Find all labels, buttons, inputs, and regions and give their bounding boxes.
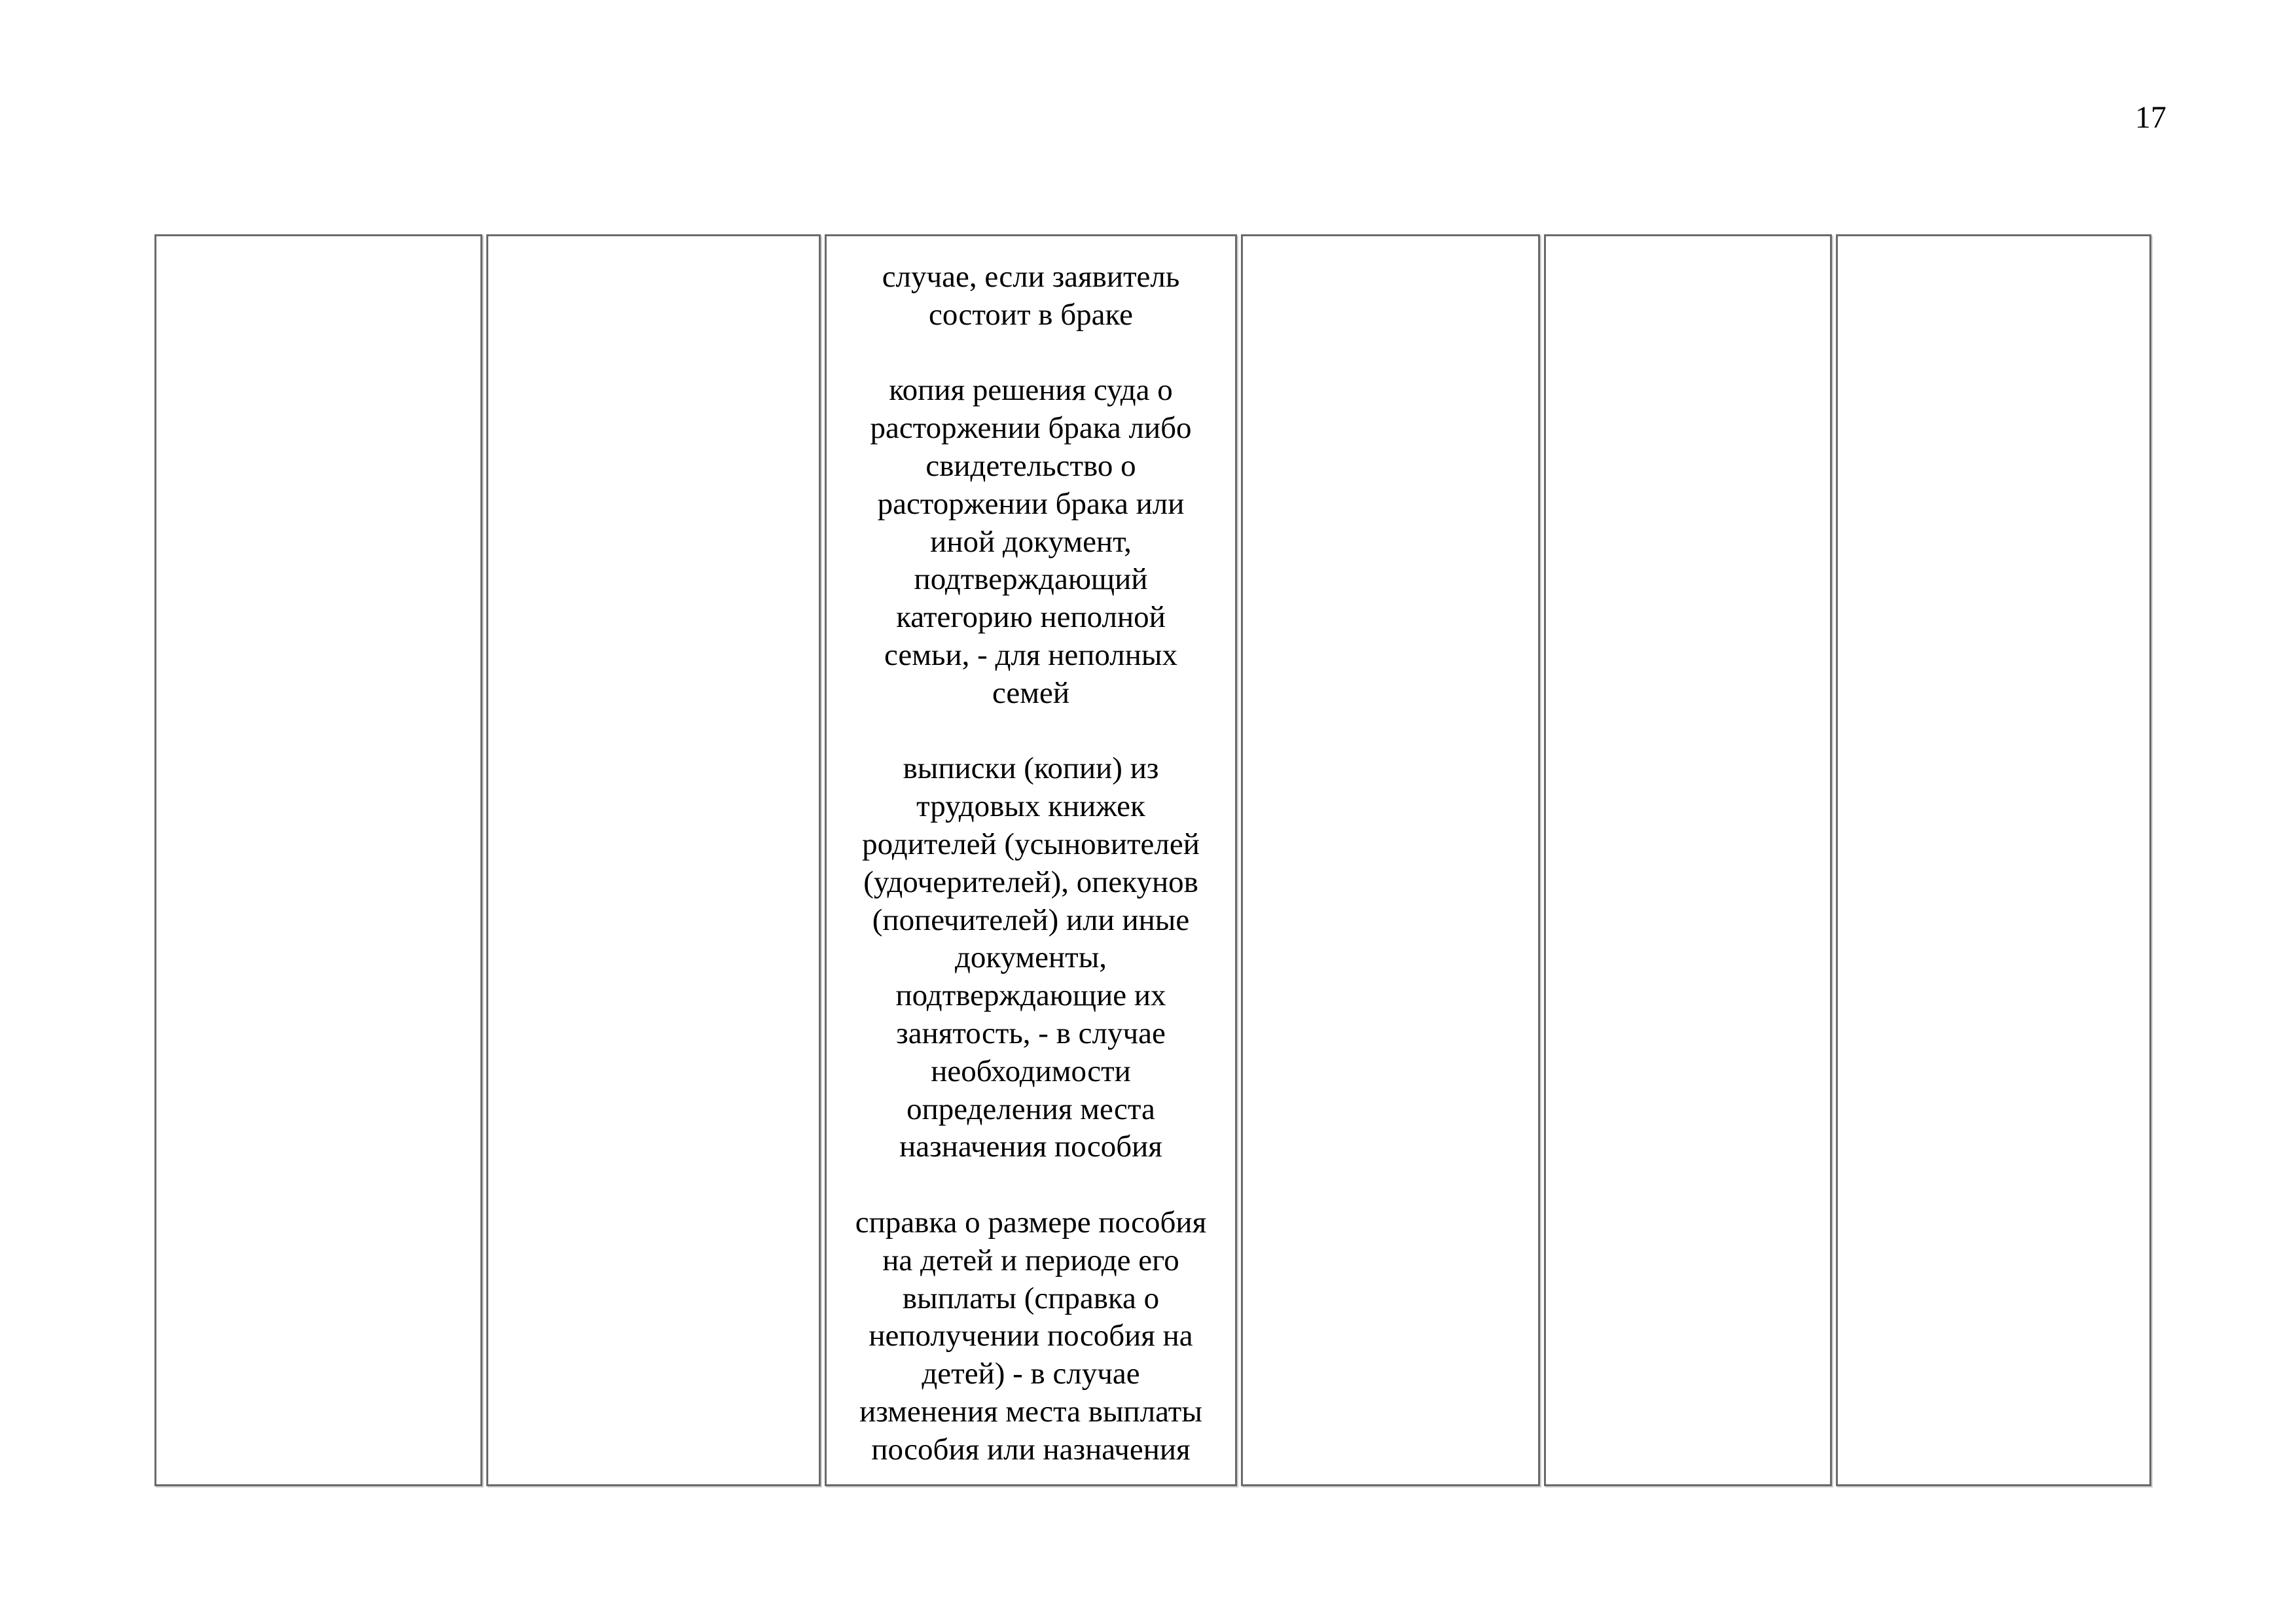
table-cell-column-5 [1544,234,1832,1486]
table-cell-column-4 [1241,234,1540,1486]
cell-paragraph-employment-records: выписки (копии) из трудовых книжек родителей (усыновителей (удочерителей), опекунов (попечителей) или иные документы, подтверждающие их занятость, - в случае необходимости определения места назначения пособия [862,751,1200,1164]
cell-text-block [827,236,1235,1469]
table-cell-column-2 [486,234,821,1486]
table-cell-column-6 [1836,234,2151,1486]
table-row [0,234,2296,1486]
table-cell-column-3 [825,234,1237,1486]
table-cell-column-1 [154,234,482,1486]
page-number: 17 [2135,100,2166,135]
cell-paragraph-benefit-certificate: справка о размере пособия на детей и периоде его выплаты (справка о неполучении пособия на детей) - в случае изменения места выплаты пособия или назначения [855,1205,1207,1467]
cell-paragraph-marriage-condition: случае, если заявитель состоит в браке [882,260,1180,332]
cell-paragraph-divorce-documents: копия решения суда о расторжении брака либо свидетельство о расторжении брака или иной документ, подтверждающий категорию неполной семьи, - для неполных семей [870,373,1192,710]
